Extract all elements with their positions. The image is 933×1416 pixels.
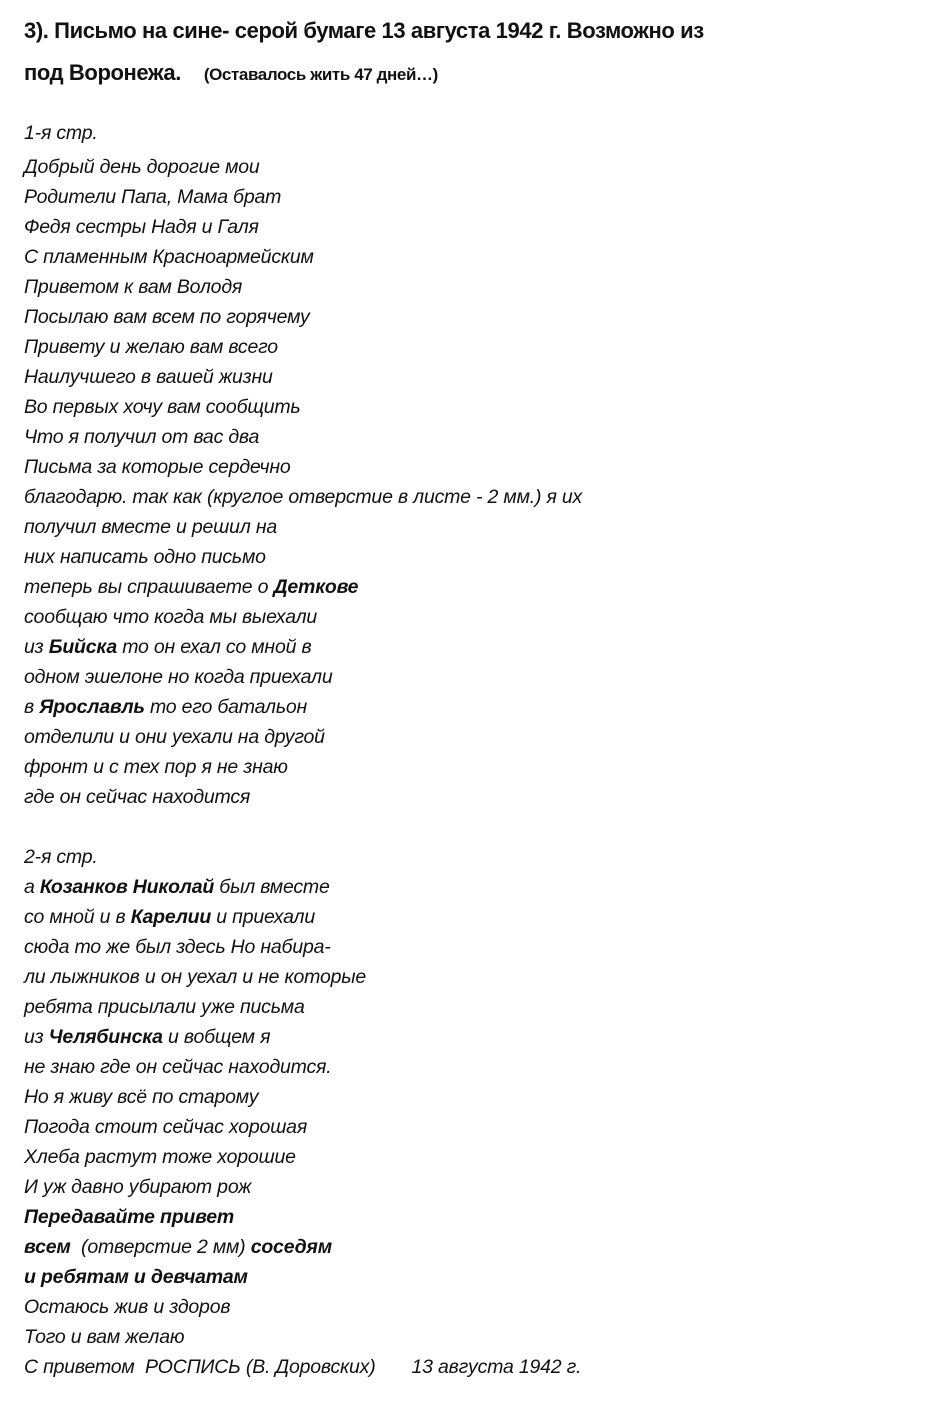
letter-line — [24, 1022, 914, 1052]
letter-line: Остаюсь жив и здоров — [24, 1296, 231, 1318]
letter-line: Добрый день дорогие мои — [24, 156, 260, 178]
bold-text: соседям — [250, 1236, 332, 1258]
title-line-1: 3). Письмо на сине- серой бумаге 13 августа 1942 г. Возможно из — [24, 18, 704, 43]
letter-line: Приветом к вам Володя — [24, 276, 243, 298]
letter-line: получил вместе и решил на — [24, 516, 278, 538]
hole-note: (отверстие 2 мм) — [70, 1236, 251, 1258]
place-chelyabinsk: Челябинска — [48, 1026, 163, 1048]
letter-line — [24, 632, 914, 662]
place-biysk: Бийска — [48, 636, 117, 658]
document-title — [24, 10, 924, 96]
signature-line — [24, 1352, 914, 1382]
letter-line: ребята присылали уже письма — [24, 996, 305, 1018]
line-text: в — [24, 696, 40, 718]
line-text: а — [24, 876, 40, 898]
spacer — [24, 812, 914, 842]
letter-line — [24, 1202, 914, 1232]
letter-body — [24, 118, 914, 1382]
signature: С приветом РОСПИСЬ (В. Доровских) — [24, 1356, 376, 1378]
letter-line: Что я получил от вас два — [24, 426, 260, 448]
letter-line: одном эшелоне но когда приехали — [24, 666, 333, 688]
letter-line: них написать одно письмо — [24, 546, 266, 568]
letter-line: сюда то же был здесь Но набира- — [24, 936, 331, 958]
letter-line: Во первых хочу вам сообщить — [24, 396, 301, 418]
line-text: то он ехал со мной в — [116, 636, 312, 658]
title-line-2 — [24, 52, 924, 96]
letter-line: Родители Папа, Мама брат — [24, 186, 282, 208]
letter-line: сообщаю что когда мы выехали — [24, 606, 318, 628]
title-note: (Оставалось жить 47 дней…) — [203, 65, 438, 84]
letter-date: 13 августа 1942 г. — [411, 1356, 582, 1378]
title-place: под Воронежа. — [24, 60, 181, 85]
letter-line: Того и вам желаю — [24, 1326, 185, 1348]
line-text: со мной и в — [24, 906, 131, 928]
letter-line — [24, 872, 914, 902]
bold-text: Передавайте привет — [24, 1206, 234, 1228]
line-text: из — [24, 1026, 49, 1048]
place-karelia: Карелии — [130, 906, 212, 928]
letter-line: отделили и они уехали на другой — [24, 726, 325, 748]
letter-line — [24, 1232, 914, 1262]
letter-line — [24, 572, 914, 602]
line-text: то его батальон — [144, 696, 308, 718]
letter-line: ли лыжников и он уехал и не которые — [24, 966, 367, 988]
name-detkov: Деткове — [273, 576, 359, 598]
letter-line: благодарю. так как (круглое отверстие в листе - 2 мм.) я их — [24, 486, 583, 508]
letter-line: Наилучшего в вашей жизни — [24, 366, 273, 388]
letter-line: Посылаю вам всем по горячему — [24, 306, 310, 328]
letter-line: Привету и желаю вам всего — [24, 336, 278, 358]
line-text: и приехали — [211, 906, 315, 928]
page-2-label: 2-я стр. — [24, 846, 98, 868]
letter-line: где он сейчас находится — [24, 786, 251, 808]
letter-line: И уж давно убирают рож — [24, 1176, 252, 1198]
letter-line: Письма за которые сердечно — [24, 456, 291, 478]
line-text: и вобщем я — [162, 1026, 271, 1048]
page-1-label: 1-я стр. — [24, 122, 98, 144]
line-text: теперь вы спрашиваете о — [24, 576, 274, 598]
letter-line — [24, 902, 914, 932]
line-text: был вместе — [214, 876, 330, 898]
letter-line: С пламенным Красноармейским — [24, 246, 314, 268]
letter-line: Но я живу всё по старому — [24, 1086, 259, 1108]
letter-line — [24, 692, 914, 722]
letter-line: Погода стоит сейчас хорошая — [24, 1116, 308, 1138]
bold-text: всем — [24, 1236, 71, 1258]
place-yaroslavl: Ярославль — [39, 696, 145, 718]
bold-text: и ребятам и девчатам — [24, 1266, 248, 1288]
letter-line — [24, 1262, 914, 1292]
letter-line: Хлеба растут тоже хорошие — [24, 1146, 296, 1168]
letter-line: Федя сестры Надя и Галя — [24, 216, 259, 238]
name-kozankov: Козанков Николай — [39, 876, 215, 898]
letter-line: фронт и с тех пор я не знаю — [24, 756, 288, 778]
letter-line: не знаю где он сейчас находится. — [24, 1056, 332, 1078]
line-text: из — [24, 636, 49, 658]
